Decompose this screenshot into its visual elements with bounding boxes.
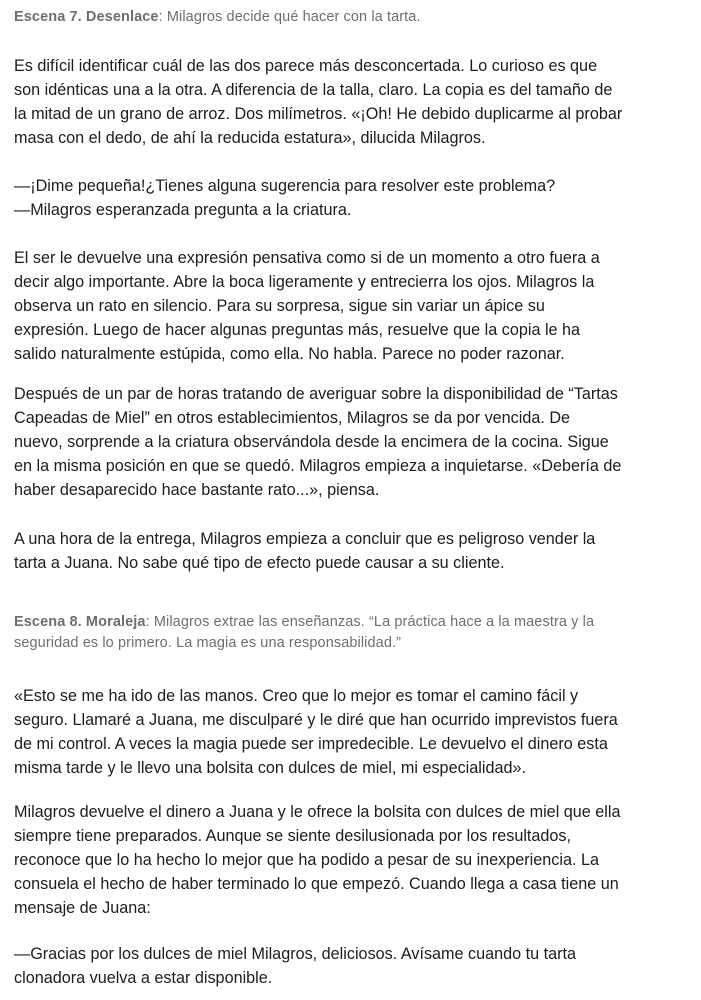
- text-line: son idénticas una a la otra. A diferencia de la talla, claro. La copia es del tamaño de: [14, 81, 613, 99]
- text-line: masa con el dedo, de ahí la reducida estatura», dilucida Milagros.: [14, 129, 486, 147]
- scene-7-paragraph-5: [14, 527, 694, 575]
- text-line: —¡Dime pequeña!¿Tienes alguna sugerencia para resolver este problema?: [14, 177, 556, 195]
- text-line: seguro. Llamaré a Juana, me disculparé y le diré que han ocurrido imprevistos fuera: [14, 711, 618, 729]
- scene-7-heading: [14, 7, 686, 28]
- text-line: observa un rato en silencio. Para su sorpresa, sigue sin variar un ápice su: [14, 297, 545, 315]
- text-line: —Gracias por los dulces de miel Milagros, deliciosos. Avísame cuando tu tarta: [14, 945, 577, 963]
- text-line: la mitad de un grano de arroz. Dos milímetros. «¡Oh! He debido duplicarme al probar: [14, 105, 623, 123]
- text-line: «Esto se me ha ido de las manos. Creo que lo mejor es tomar el camino fácil y: [14, 687, 579, 705]
- text-line: nuevo, sorprende a la criatura observándola desde la encimera de la cocina. Sigue: [14, 433, 609, 451]
- text-line: siempre tiene preparados. Aunque se siente desilusionada por los resultados,: [14, 827, 572, 845]
- text-line: misma tarde y le llevo una bolsita con dulces de miel, mi especialidad».: [14, 759, 526, 777]
- scene-7-paragraph-1: [14, 54, 694, 150]
- scene-8-summary-line-2: seguridad es lo primero. La magia es una responsabilidad.”: [14, 635, 402, 651]
- text-line: expresión. Luego de hacer algunas preguntas más, resuelve que la copia le ha: [14, 321, 581, 339]
- text-line: —Milagros esperanzada pregunta a la criatura.: [14, 201, 352, 219]
- text-line: Milagros devuelve el dinero a Juana y le ofrece la bolsita con dulces de miel que ella: [14, 803, 621, 821]
- text-line: Capeadas de Miel” en otros establecimientos, Milagros se da por vencida. De: [14, 409, 571, 427]
- text-line: clonadora vuelva a estar disponible.: [14, 969, 273, 987]
- text-line: Es difícil identificar cuál de las dos parece más desconcertada. Lo curioso es que: [14, 57, 598, 75]
- text-line: El ser le devuelve una expresión pensativa como si de un momento a otro fuera a: [14, 249, 600, 267]
- scene-8-summary-line-1: : Milagros extrae las enseñanzas. “La práctica hace a la maestra y la: [145, 614, 595, 630]
- scene-7-paragraph-4: [14, 382, 694, 502]
- scene-8-heading: [14, 612, 686, 654]
- scene-8-paragraph-3: [14, 942, 694, 990]
- text-line: salido naturalmente estúpida, como ella. No habla. Parece no poder razonar.: [14, 345, 565, 363]
- scene-7-paragraph-3: [14, 246, 694, 366]
- scene-7-label: Escena 7. Desenlace: [14, 9, 159, 25]
- text-line: en la misma posición en que se quedó. Milagros empieza a inquietarse. «Debería de: [14, 457, 622, 475]
- text-line: consuela el hecho de haber terminado lo que empezó. Cuando llega a casa tiene un: [14, 875, 619, 893]
- text-line: Después de un par de horas tratando de averiguar sobre la disponibilidad de “Tartas: [14, 385, 618, 403]
- text-line: A una hora de la entrega, Milagros empieza a concluir que es peligroso vender la: [14, 530, 596, 548]
- text-line: mensaje de Juana:: [14, 899, 151, 917]
- text-line: tarta a Juana. No sabe qué tipo de efecto puede causar a su cliente.: [14, 554, 505, 572]
- scene-7-paragraph-2: [14, 174, 694, 222]
- scene-7-summary: : Milagros decide qué hacer con la tarta.: [158, 9, 421, 25]
- text-line: haber desaparecido hace bastante rato...», piensa.: [14, 481, 380, 499]
- text-line: reconoce que lo ha hecho lo mejor que ha podido a pesar de su inexperiencia. La: [14, 851, 599, 869]
- text-line: decir algo importante. Abre la boca ligeramente y entrecierra los ojos. Milagros la: [14, 273, 595, 291]
- scene-8-paragraph-1: [14, 684, 694, 780]
- text-line: de mi control. A veces la magia puede ser impredecible. Le devuelvo el dinero esta: [14, 735, 608, 753]
- scene-8-paragraph-2: [14, 800, 694, 920]
- scene-8-label: Escena 8. Moraleja: [14, 614, 146, 630]
